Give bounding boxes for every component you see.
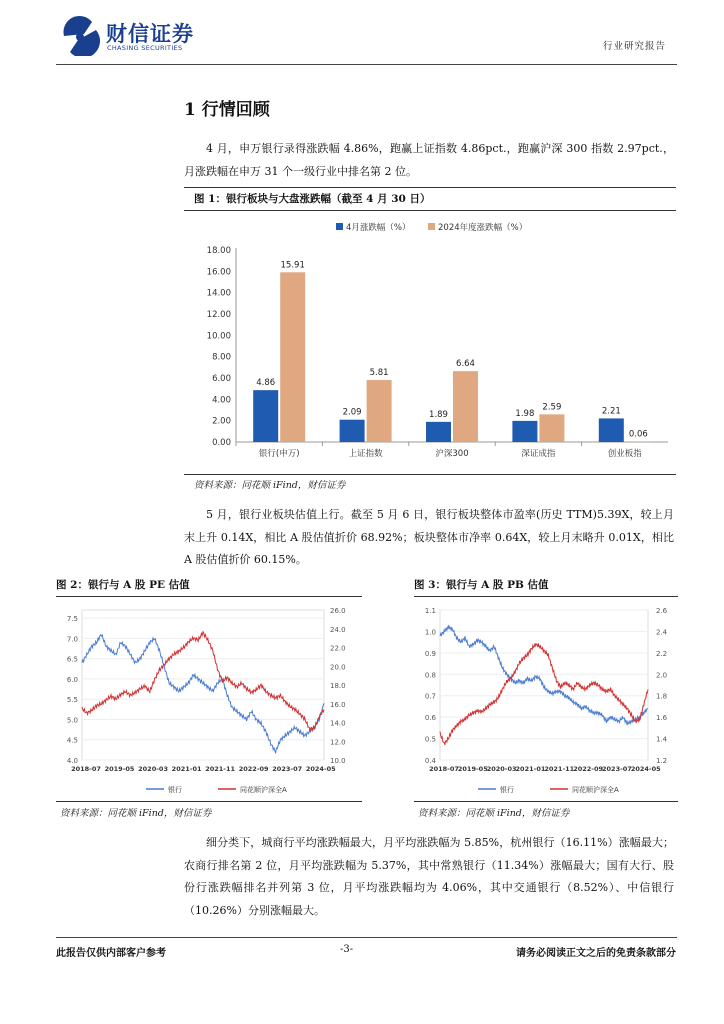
x-tick-label: 2021-01	[171, 765, 202, 773]
y-tick-label: 6.00	[212, 374, 231, 384]
figure-2-title: 图 2：银行与 A 股 PE 估值	[56, 579, 190, 591]
figure-1-title: 图 1：银行板块与大盘涨跌幅（截至 4 月 30 日）	[194, 193, 431, 205]
category-label: 深证成指	[521, 449, 556, 459]
bar-value-label: 6.64	[456, 359, 475, 370]
y-left-tick-label: 0.7	[424, 692, 436, 701]
y-left-tick-label: 7.0	[66, 635, 78, 644]
y-left-tick-label: 6.0	[66, 675, 78, 684]
bar-1-0	[280, 272, 305, 442]
bar-value-label: 5.81	[369, 368, 389, 379]
bar-value-label: 15.91	[280, 260, 305, 271]
y-left-tick-label: 6.5	[66, 655, 78, 664]
figure-3-bottom-rule	[414, 801, 678, 802]
y-tick-label: 2.00	[212, 416, 231, 427]
bar-value-label: 4.86	[256, 378, 276, 389]
y-right-tick-label: 2.0	[656, 671, 668, 680]
figure-2-source: 资料来源：同花顺 iFind，财信证券	[60, 808, 212, 819]
category-label: 沪深300	[435, 449, 469, 459]
bar-1-1	[367, 380, 392, 442]
y-right-tick-label: 24.0	[330, 625, 346, 634]
footer-disclaimer-right: 请务必阅读正文之后的免责条款部分	[516, 948, 676, 959]
series-line-1	[82, 632, 324, 731]
x-tick-label: 2018-07	[429, 765, 459, 773]
company-logo-icon	[58, 12, 102, 56]
x-tick-label: 2020-03	[486, 765, 517, 773]
category-label: 上证指数	[348, 449, 383, 459]
legend-label-0: 4月涨跌幅（%）	[346, 223, 411, 233]
bar-1-3	[539, 414, 564, 442]
category-label: 创业板指	[607, 449, 642, 459]
plot-area	[440, 610, 648, 760]
y-left-tick-label: 5.5	[66, 696, 78, 705]
x-tick-label: 2021-11	[205, 765, 236, 773]
x-tick-label: 2021-01	[515, 765, 546, 773]
y-left-tick-label: 4.5	[66, 736, 78, 745]
page-number: -3-	[340, 944, 354, 955]
y-tick-label: 0.00	[212, 438, 231, 448]
y-left-tick-label: 5.0	[66, 716, 78, 725]
series-line-0	[440, 626, 648, 725]
company-name-en: CHASING SECURITIES	[107, 44, 183, 52]
x-tick-label: 2019-05	[104, 765, 135, 773]
figure-3-pb-chart	[416, 598, 678, 798]
bar-0-0	[253, 390, 278, 442]
figure-1-title-rule	[184, 210, 676, 211]
bar-0-3	[512, 421, 537, 442]
bar-0-1	[340, 420, 365, 442]
y-right-tick-label: 16.0	[330, 700, 346, 709]
legend-label-0: 银行	[500, 786, 514, 794]
y-right-tick-label: 2.4	[656, 628, 668, 637]
y-right-tick-label: 2.6	[656, 607, 668, 615]
paragraph-2: 5 月，银行业板块估值上行。截至 5 月 6 日，银行板块整体市盈率(历史 TTM)5.39X，较上月末上升 0.14X，相比 A 股估值折价 68.92%；板块整体市净率 0.64X，较上月末略升 0.01X，相比 A 股估值折价 60.15%。	[184, 508, 674, 566]
y-right-tick-label: 1.2	[656, 757, 668, 765]
paragraph-3: 细分类下，城商行平均涨跌幅最大，月平均涨跌幅为 5.85%，杭州银行（16.11%）涨幅最大；农商行排名第 2 位，月平均涨跌幅为 5.37%，其中常熟银行（11.34%）涨幅最大；国有大行、股份行涨跌幅排名并列第 3 位，月平均涨跌幅均为 4.06%，其中交通银行（8.52%）、中信银行（10.26%）分别涨幅最大。	[184, 836, 674, 917]
legend-label-1: 同花顺沪深全A	[240, 786, 287, 794]
y-right-tick-label: 10.0	[330, 757, 346, 765]
y-right-tick-label: 1.6	[656, 714, 668, 723]
x-tick-label: 2019-05	[457, 765, 488, 773]
y-tick-label: 16.00	[206, 267, 231, 278]
y-tick-label: 18.00	[206, 246, 231, 256]
section-title: 1 行情回顾	[184, 100, 270, 120]
y-left-tick-label: 0.8	[424, 671, 436, 680]
paragraph-1: 4 月，申万银行录得涨跌幅 4.86%，跑赢上证指数 4.86pct.，跑赢沪深 300 指数 2.97pct.，月涨跌幅在申万 31 个一级行业中排名第 2 位。	[184, 142, 674, 178]
category-label: 银行(申万)	[258, 449, 300, 459]
legend-label-0: 银行	[168, 786, 182, 794]
bar-value-label: 0.06	[628, 429, 648, 440]
report-type: 行业研究报告	[602, 41, 666, 52]
figure-3-title-rule	[414, 596, 678, 597]
y-left-tick-label: 7.5	[66, 615, 78, 624]
x-tick-label: 2024-05	[630, 765, 661, 773]
figure-3-source: 资料来源：同花顺 iFind，财信证券	[418, 808, 570, 819]
figure-1-bottom-rule	[184, 474, 676, 475]
bar-value-label: 1.89	[429, 409, 448, 420]
x-tick-label: 2023-07	[602, 765, 632, 773]
footer-divider	[56, 937, 677, 938]
y-tick-label: 14.00	[206, 288, 231, 299]
bar-value-label: 2.09	[342, 407, 362, 418]
legend-label-1: 2024年度涨跌幅（%）	[438, 223, 528, 233]
y-left-tick-label: 0.4	[424, 757, 436, 765]
figure-1-source: 资料来源：同花顺 iFind，财信证券	[194, 480, 346, 491]
figure-2-pe-chart	[58, 598, 360, 798]
x-tick-label: 2023-07	[272, 765, 303, 773]
figure-2-bottom-rule	[56, 801, 362, 802]
y-left-tick-label: 4.0	[66, 757, 78, 765]
y-right-tick-label: 26.0	[330, 607, 346, 615]
y-tick-label: 10.00	[206, 331, 231, 342]
bar-1-2	[453, 371, 478, 442]
series-line-1	[440, 643, 648, 745]
y-right-tick-label: 20.0	[330, 663, 346, 672]
bar-value-label: 1.98	[515, 408, 535, 419]
x-tick-label: 2018-07	[71, 765, 101, 773]
y-right-tick-label: 18.0	[330, 682, 346, 690]
y-left-tick-label: 0.9	[424, 649, 436, 658]
x-tick-label: 2021-11	[544, 765, 575, 773]
series-line-0	[82, 635, 324, 754]
y-tick-label: 4.00	[212, 395, 231, 406]
y-right-tick-label: 2.2	[656, 649, 668, 658]
company-name: 财信证券	[106, 22, 194, 46]
bar-0-2	[426, 422, 451, 442]
y-left-tick-label: 1.0	[424, 628, 436, 637]
y-left-tick-label: 0.6	[424, 714, 436, 723]
bar-0-4	[599, 418, 624, 442]
x-tick-label: 2024-05	[305, 765, 336, 773]
figure-3-title: 图 3：银行与 A 股 PB 估值	[414, 579, 549, 591]
y-right-tick-label: 12.0	[330, 738, 346, 747]
legend-swatch-0	[336, 223, 343, 230]
figure-1-bar-chart	[184, 212, 676, 474]
y-right-tick-label: 1.8	[656, 692, 668, 701]
header-divider	[56, 64, 677, 65]
figure-1-top-rule	[184, 187, 676, 188]
x-tick-label: 2020-03	[138, 765, 168, 773]
legend-swatch-1	[428, 223, 435, 230]
y-right-tick-label: 1.4	[656, 735, 668, 744]
legend-label-1: 同花顺沪深全A	[572, 786, 619, 794]
figure-2-title-rule	[56, 596, 362, 597]
y-tick-label: 8.00	[212, 352, 231, 363]
y-left-tick-label: 0.5	[424, 735, 436, 744]
bar-value-label: 2.59	[542, 402, 562, 413]
y-tick-label: 12.00	[206, 310, 231, 320]
bar-value-label: 2.21	[601, 406, 621, 417]
x-tick-label: 2022-09	[573, 765, 604, 773]
bar-1-4	[626, 441, 651, 442]
y-left-tick-label: 1.1	[424, 607, 436, 615]
y-right-tick-label: 22.0	[330, 644, 346, 653]
footer-disclaimer-left: 此报告仅供内部客户参考	[56, 948, 166, 959]
x-tick-label: 2022-09	[238, 765, 269, 773]
y-right-tick-label: 14.0	[330, 719, 346, 728]
